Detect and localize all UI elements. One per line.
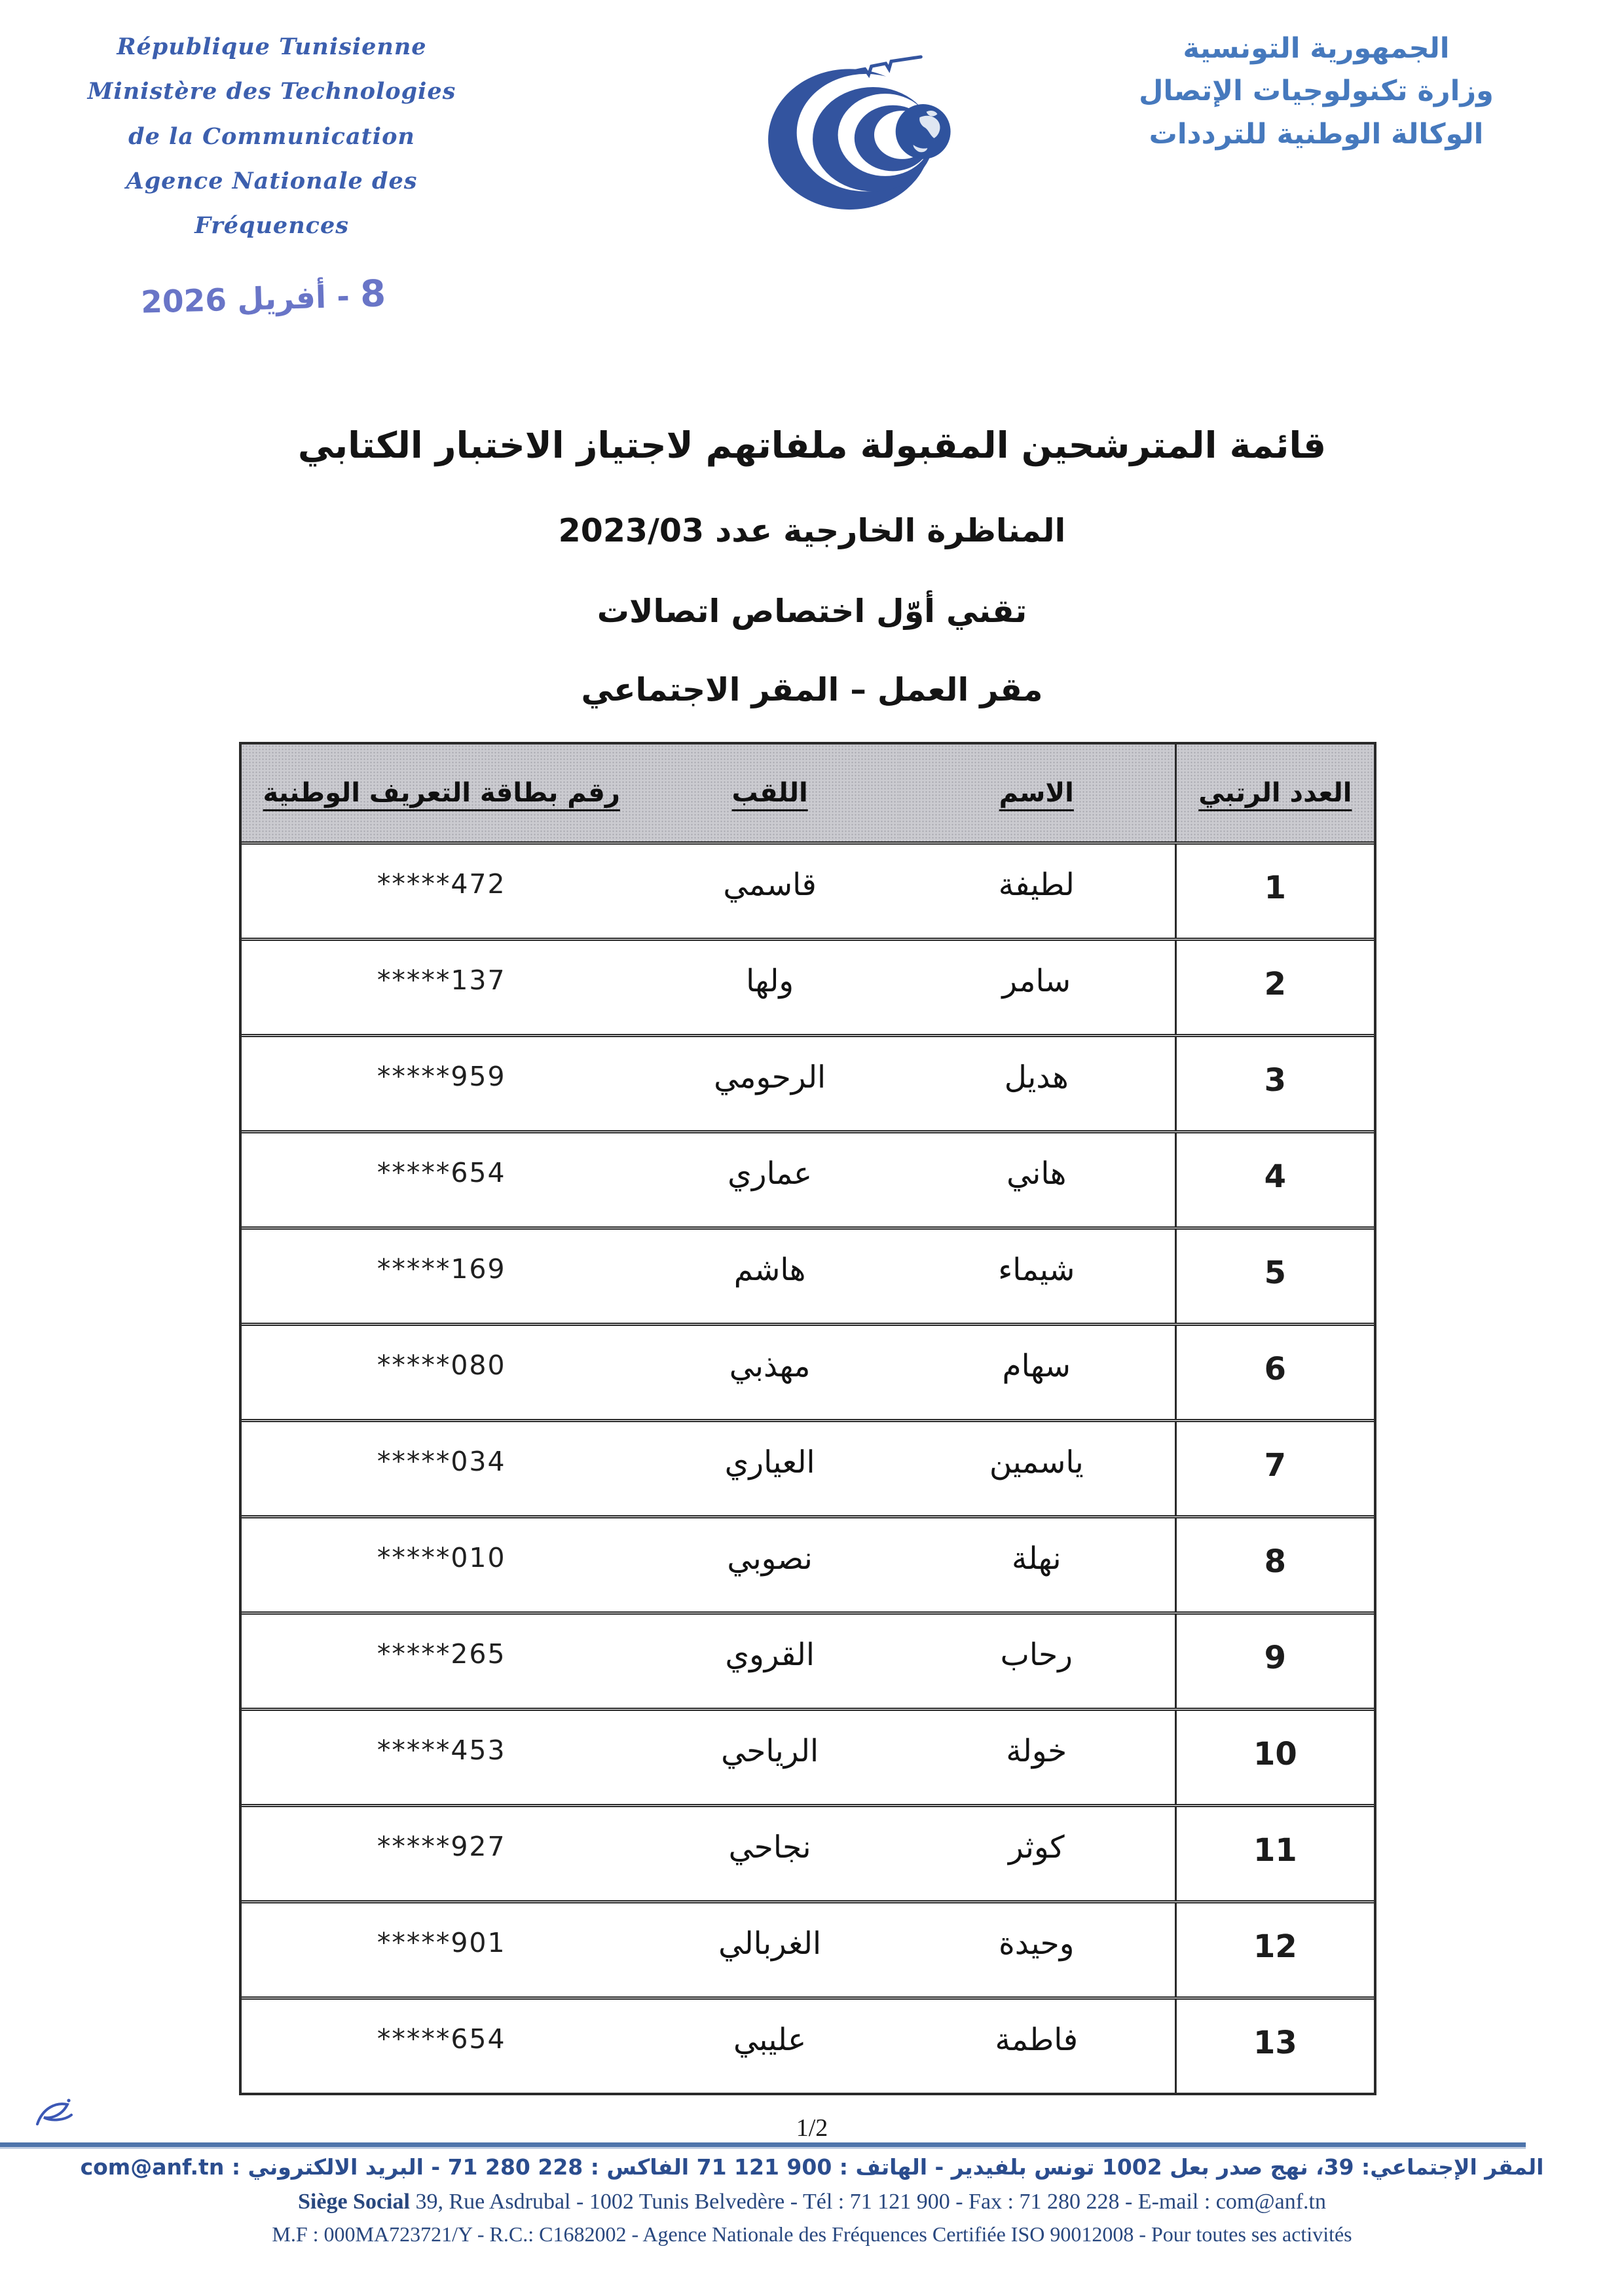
last-name-cell: هاشم xyxy=(733,1252,806,1288)
national-id-cell: *****034 xyxy=(377,1446,506,1477)
last-name-cell: القروي xyxy=(725,1637,815,1673)
last-name-cell: العياري xyxy=(724,1444,815,1480)
national-id-cell: *****169 xyxy=(377,1253,506,1285)
last-name-cell: الرياحي xyxy=(721,1733,819,1769)
table-row xyxy=(242,841,1374,938)
footer-arabic xyxy=(26,2154,1598,2180)
national-id-cell: *****080 xyxy=(377,1349,506,1381)
work-location: مقر العمل – المقر الاجتماعي xyxy=(581,671,1043,708)
rank-cell: 13 xyxy=(1175,2000,1374,2093)
last-name-cell: قاسمي xyxy=(723,867,817,903)
first-name-cell: شيماء xyxy=(998,1252,1075,1288)
table-row xyxy=(242,1323,1374,1419)
rank-cell: 5 xyxy=(1175,1230,1374,1323)
table-row xyxy=(242,1900,1374,1996)
first-name-cell: رحاب xyxy=(1000,1637,1073,1673)
first-name-cell: خولة xyxy=(1006,1733,1067,1769)
anf-logo-icon xyxy=(762,52,959,217)
table-row xyxy=(242,1708,1374,1804)
letterhead-french-line: Agence Nationale des Fréquences xyxy=(126,167,418,239)
last-name-cell: مهذبي xyxy=(729,1348,811,1384)
first-name-cell: هديل xyxy=(1004,1059,1069,1095)
footer-phone: 71 121 900 xyxy=(696,2154,832,2180)
last-name-cell: نصوبي xyxy=(727,1541,813,1577)
table-row xyxy=(242,1804,1374,1900)
footer-fax-label: الفاكس : xyxy=(583,2154,697,2180)
last-name-cell: نجاحي xyxy=(728,1829,811,1865)
national-id-cell: *****654 xyxy=(377,2023,506,2055)
table-row xyxy=(242,1419,1374,1515)
handwritten-mark-icon xyxy=(29,2090,82,2139)
national-id-cell: *****901 xyxy=(377,1927,506,1958)
rank-cell: 6 xyxy=(1175,1326,1374,1419)
rank-cell: 12 xyxy=(1175,1903,1374,1996)
table-row xyxy=(242,1996,1374,2093)
header-last-name: اللقب xyxy=(641,744,898,841)
rank-cell: 3 xyxy=(1175,1037,1374,1130)
last-name-cell: عليبي xyxy=(733,2022,807,2058)
position-title: تقني أوّل اختصاص اتصالات xyxy=(597,593,1027,630)
first-name-cell: نهلة xyxy=(1012,1541,1061,1577)
table-row xyxy=(242,1515,1374,1611)
first-name-cell: هاني xyxy=(1006,1156,1067,1192)
rank-cell: 1 xyxy=(1175,845,1374,938)
page-number: 1/2 xyxy=(796,2114,828,2142)
table-body xyxy=(242,841,1374,2093)
document-title: قائمة المترشحين المقبولة ملفاتهم لاجتياز الاختبار الكتابي xyxy=(297,424,1327,466)
last-name-cell: عماري xyxy=(728,1156,813,1192)
header-national-id: رقم بطاقة التعريف الوطنية xyxy=(242,744,641,841)
rank-cell: 9 xyxy=(1175,1615,1374,1708)
table-row xyxy=(242,1034,1374,1130)
table-row xyxy=(242,1226,1374,1323)
rank-cell: 7 xyxy=(1175,1422,1374,1515)
first-name-cell: كوثر xyxy=(1008,1829,1065,1865)
national-id-cell: *****959 xyxy=(377,1061,506,1092)
letterhead-arabic xyxy=(1113,28,1519,156)
national-id-cell: *****265 xyxy=(377,1638,506,1670)
table-row xyxy=(242,1130,1374,1226)
first-name-cell: وحيدة xyxy=(999,1926,1075,1962)
footer-fax: 71 280 228 xyxy=(447,2154,583,2180)
table-header-row xyxy=(242,744,1374,841)
footer-french-address: 39, Rue Asdrubal - 1002 Tunis Belvedère - Tél : 71 121 900 - Fax : 71 280 228 - E-mail : com@anf.tn xyxy=(409,2190,1326,2214)
rank-cell: 8 xyxy=(1175,1518,1374,1611)
stamp-day: 8 xyxy=(360,272,387,316)
rank-cell: 2 xyxy=(1175,941,1374,1034)
stamp-month-year: - أفريل 2026 xyxy=(140,278,350,321)
letterhead-arabic-line: الجمهورية التونسية xyxy=(1183,32,1450,65)
national-id-cell: *****137 xyxy=(377,964,506,996)
competition-number: المناظرة الخارجية عدد 2023/03 xyxy=(558,512,1066,549)
letterhead-arabic-line: الوكالة الوطنية للترددات xyxy=(1149,117,1484,151)
first-name-cell: فاطمة xyxy=(995,2022,1079,2058)
letterhead-arabic-line: وزارة تكنولوجيات الإتصال xyxy=(1139,75,1494,108)
footer-rule xyxy=(0,2142,1526,2147)
first-name-cell: ياسمين xyxy=(989,1444,1084,1480)
footer-email-label: - البريد الالكتروني : xyxy=(224,2154,448,2180)
letterhead-french xyxy=(69,25,475,248)
footer-french-label: Siège Social xyxy=(298,2190,410,2214)
first-name-cell: لطيفة xyxy=(998,867,1075,903)
candidates-table xyxy=(239,742,1376,2095)
table-row xyxy=(242,1611,1374,1708)
last-name-cell: الغربالي xyxy=(718,1926,822,1962)
rank-cell: 11 xyxy=(1175,1807,1374,1900)
rank-cell: 10 xyxy=(1175,1711,1374,1804)
footer-legal: M.F : 000MA723721/Y - R.C.: C1682002 - Agence Nationale des Fréquences Certifiée ISO 90012008 - Pour toutes ses activités xyxy=(272,2222,1352,2246)
rank-cell: 4 xyxy=(1175,1133,1374,1226)
footer-email: com@anf.tn xyxy=(80,2154,225,2180)
footer-arabic-label: المقر الإجتماعي xyxy=(1370,2154,1544,2180)
last-name-cell: الرحومي xyxy=(714,1059,826,1095)
national-id-cell: *****472 xyxy=(377,868,506,900)
national-id-cell: *****453 xyxy=(377,1735,506,1766)
first-name-cell: سامر xyxy=(1002,963,1071,999)
last-name-cell: ولها xyxy=(746,963,794,999)
header-first-name: الاسم xyxy=(898,744,1175,841)
national-id-cell: *****927 xyxy=(377,1831,506,1862)
first-name-cell: سهام xyxy=(1002,1348,1071,1384)
national-id-cell: *****654 xyxy=(377,1157,506,1188)
table-row xyxy=(242,938,1374,1034)
date-stamp xyxy=(140,268,547,321)
letterhead-french-line: Ministère des Technologies de la Communication xyxy=(87,78,456,150)
header-rank: العدد الرتبي xyxy=(1175,744,1374,841)
national-id-cell: *****010 xyxy=(377,1542,506,1573)
footer-arabic-address: : 39، نهج صدر بعل 1002 تونس بلفيدير - الهاتف : xyxy=(832,2154,1371,2180)
letterhead-french-line: République Tunisienne xyxy=(117,33,427,60)
footer-french xyxy=(26,2190,1598,2214)
